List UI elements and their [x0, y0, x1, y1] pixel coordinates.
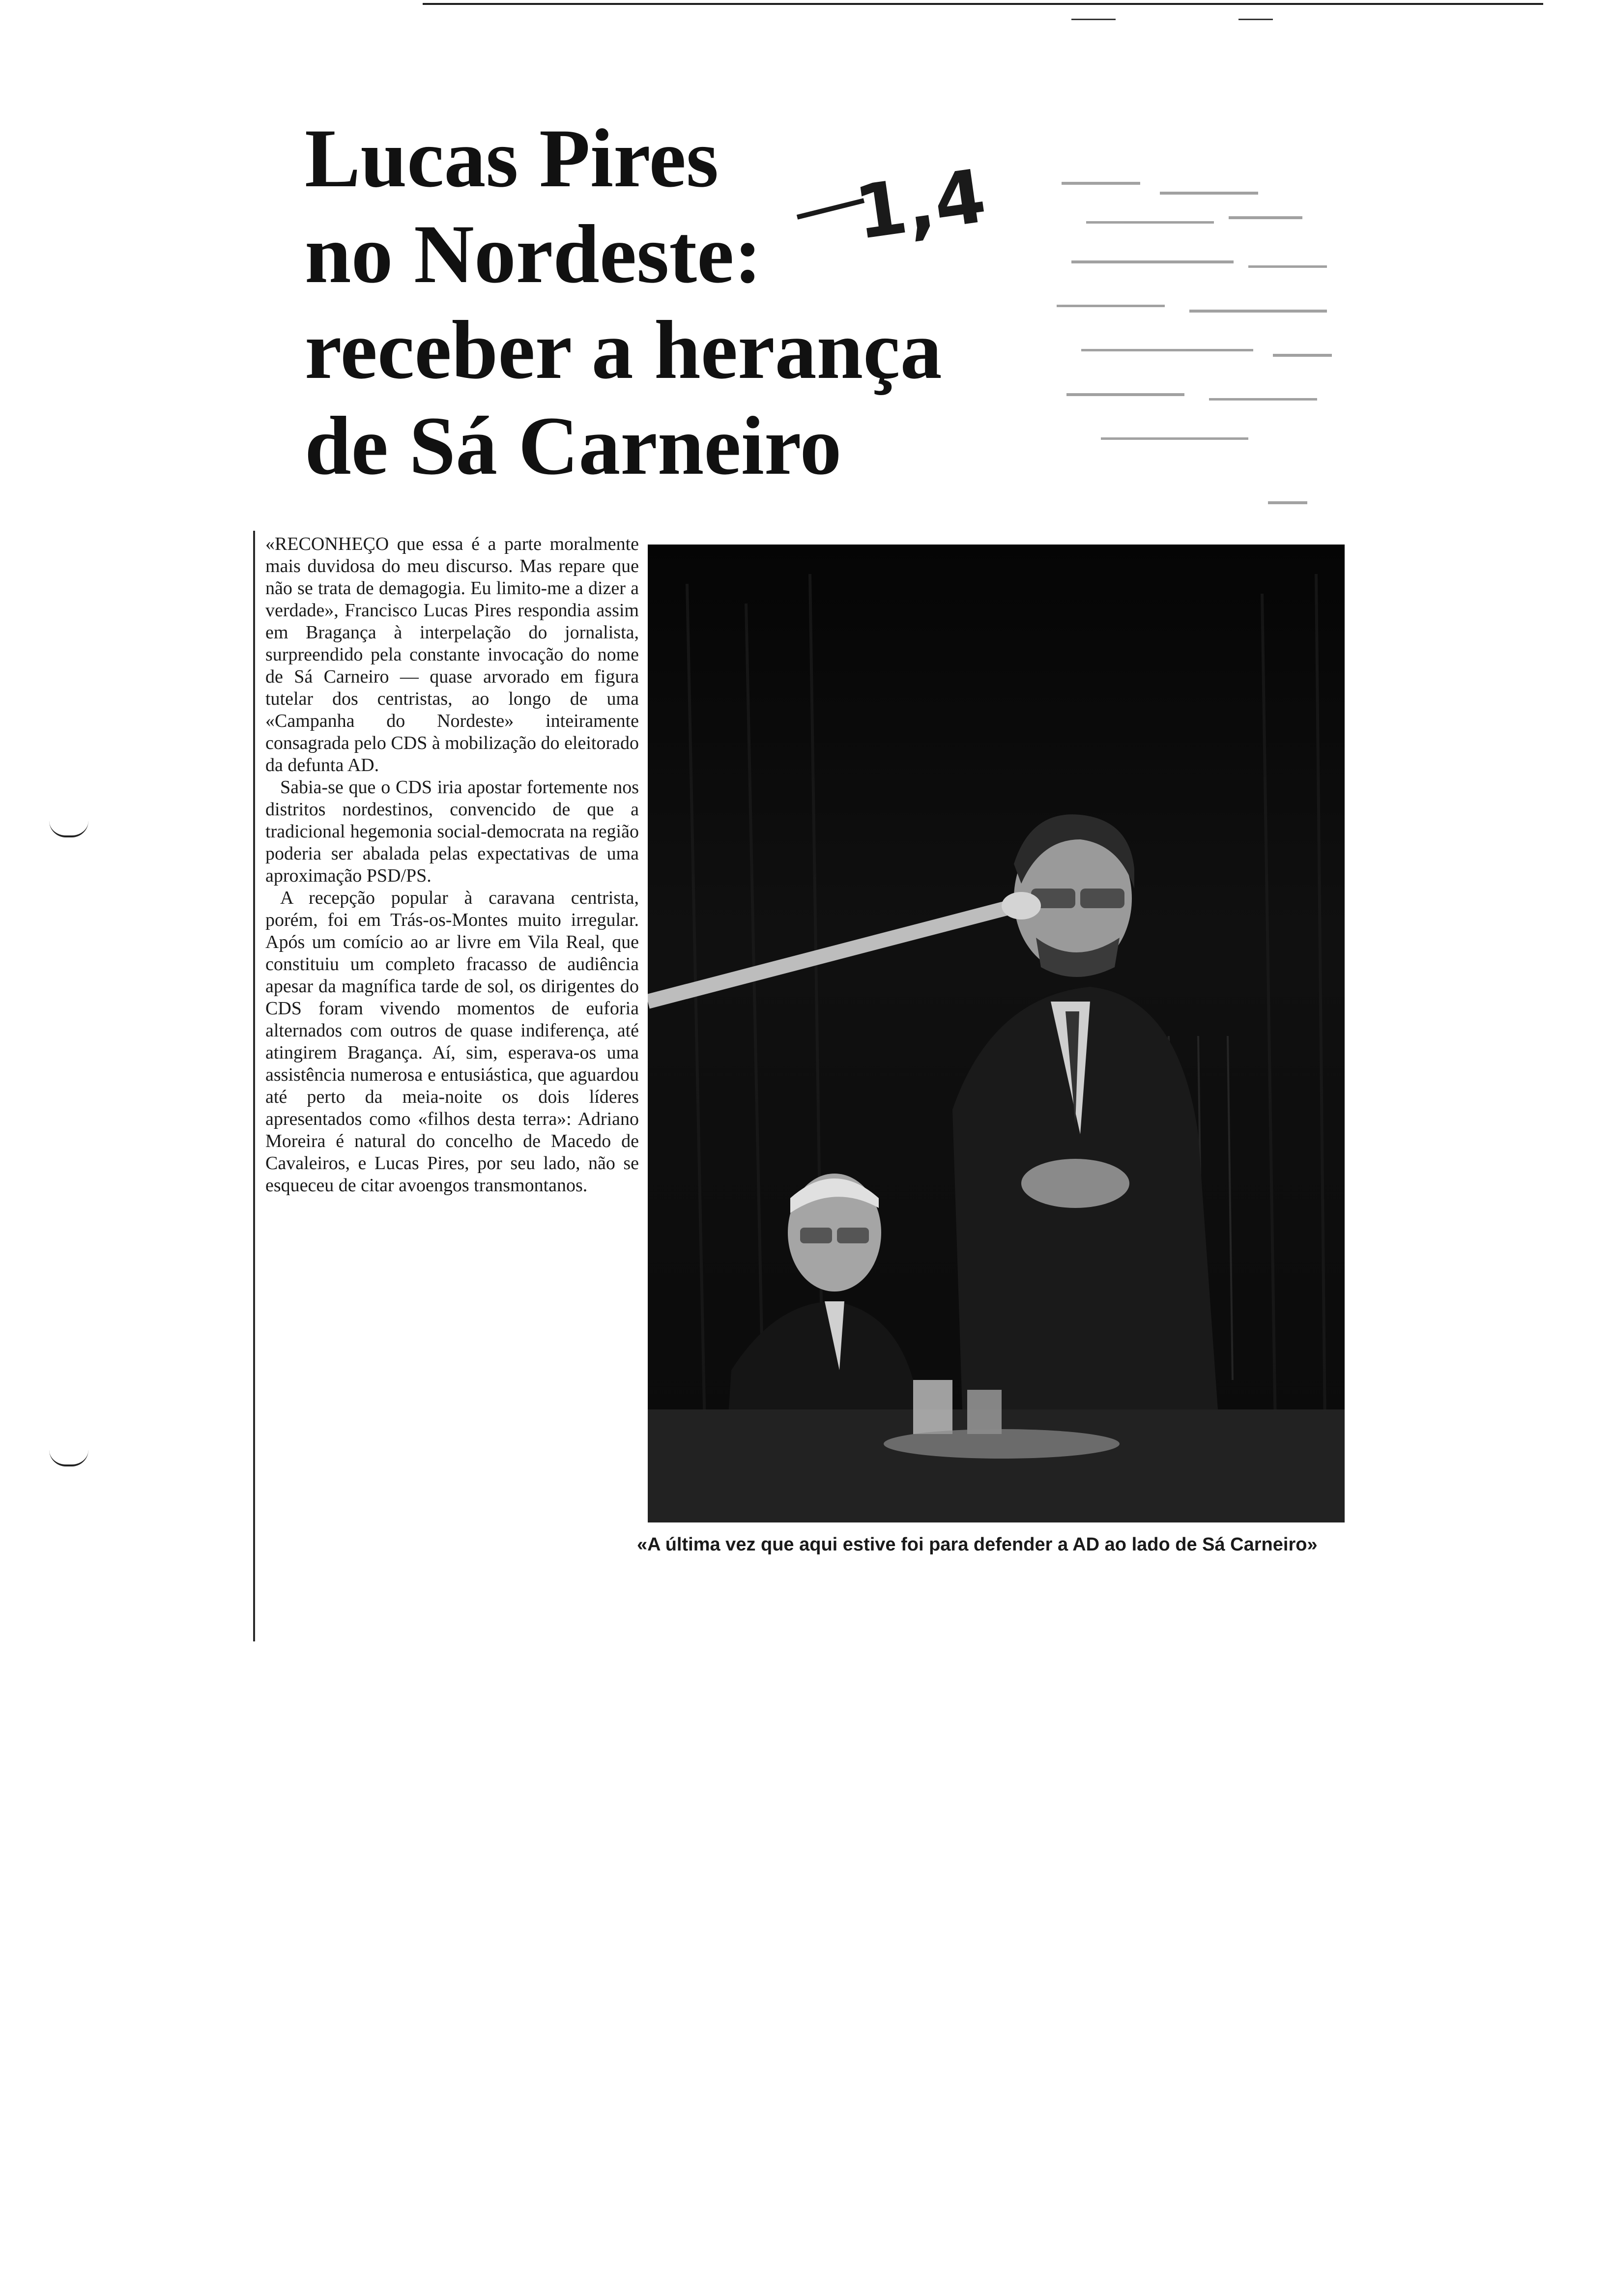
handwritten-annotation: 1,4	[850, 153, 991, 257]
column-rule	[253, 531, 255, 1641]
scan-mark	[1071, 19, 1116, 20]
headline-line: Lucas Pires	[305, 112, 719, 204]
headline-line: de Sá Carneiro	[305, 400, 842, 492]
article-paragraph: «RECONHEÇO que essa é a parte moralmente mais duvidosa do meu discurso. Mas repare que não se trata de demagogia. Eu limito-me a dizer a verdade», Francisco Lucas Pires respondia assim em Bragança à interpelação do jornalista, surpreendido pela constante invocação do nome de Sá Carneiro — quase arvorado em figura tutelar dos centristas, ao longo de uma «Campanha do Nordeste» inteiramente consagrada pelo CDS à mobilização do eleitorado da defunta AD.	[265, 534, 639, 775]
article-paragraph: Sabia-se que o CDS iria apostar fortemente nos distritos nordestinos, convencido de que a tradicional hegemonia social-democrata na região poderia ser abalada pelas expectativas de uma aproximação PSD/PS.	[265, 777, 639, 886]
binder-hole-mark	[49, 821, 88, 837]
top-scan-rule	[423, 3, 1543, 5]
article-paragraph: A recepção popular à caravana centrista, porém, foi em Trás-os-Montes muito irregular. Após um comício ao ar livre em Vila Real, que constituiu um completo fracasso de audiência apesar da magnífica tarde de sol, os dirigentes do CDS foram vivendo momentos de euforia alternados com outros de quase indiferença, até atingirem Bragança. Aí, sim, esperava-os uma assistência numerosa e entusiástica, que aguardou até perto da meia-noite os dois líderes apresentados como «filhos desta terra»: Adriano Moreira é natural do concelho de Macedo de Cavaleiros, e Lucas Pires, por seu lado, não se esqueceu de citar avoengos transmontanos.	[265, 888, 639, 1196]
headline-line: receber a herança	[305, 304, 942, 396]
binder-hole-mark	[49, 1450, 88, 1466]
article-body	[265, 533, 639, 1197]
headline-line: no Nordeste:	[305, 208, 762, 300]
article-photo	[648, 545, 1345, 1522]
speaker-photo-illustration	[648, 545, 1345, 1522]
photo-caption: «A última vez que aqui estive foi para defender a AD ao lado de Sá Carneiro»	[637, 1534, 1318, 1555]
scan-mark	[1238, 19, 1273, 20]
